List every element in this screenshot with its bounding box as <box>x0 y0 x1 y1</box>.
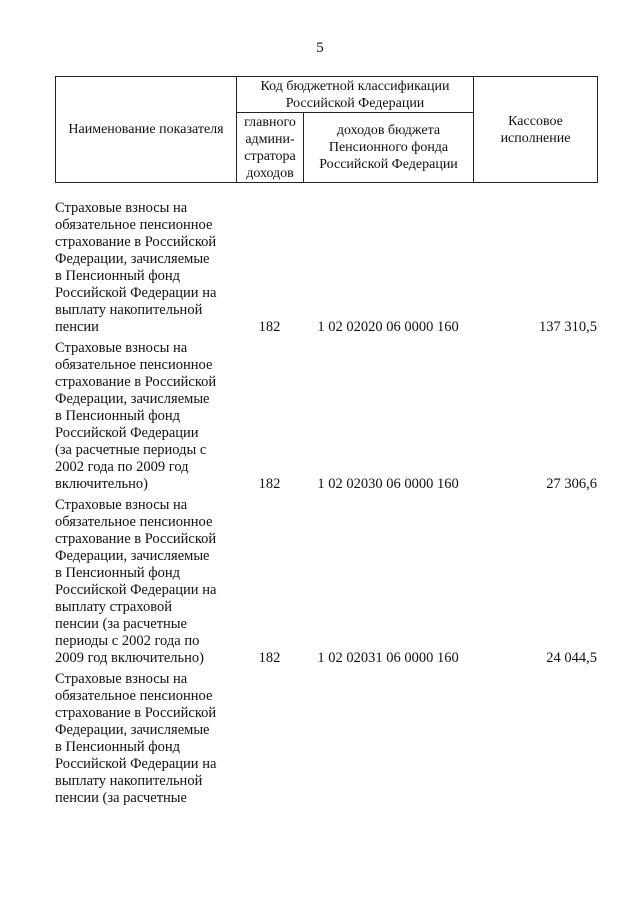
indicator-name-line: выплату страховой <box>55 599 173 615</box>
cash-amount: 24 044,5 <box>546 650 597 666</box>
income-code: 1 02 02020 06 0000 160 <box>317 319 459 335</box>
indicator-name-line: (за расчетные периоды с <box>55 442 207 458</box>
header-name-column: Наименование показателя <box>56 77 237 183</box>
indicator-name-line: Страховые взносы на <box>55 497 188 513</box>
indicator-name <box>55 667 236 807</box>
income-code: 1 02 02030 06 0000 160 <box>317 476 459 492</box>
cash-amount: 27 306,6 <box>546 476 597 492</box>
indicator-name-line: обязательное пенсионное <box>55 514 213 530</box>
indicator-name <box>55 336 236 493</box>
indicator-name-line: страхование в Российской <box>55 374 217 390</box>
cash-amount: 137 310,5 <box>539 319 597 335</box>
indicator-name-line: Страховые взносы на <box>55 671 188 687</box>
page-number: 5 <box>316 40 324 56</box>
indicator-name-line: пенсии (за расчетные <box>55 616 187 632</box>
indicator-name-line: Российской Федерации на <box>55 285 217 301</box>
table-row <box>55 196 597 336</box>
admin-code: 182 <box>258 319 281 335</box>
indicator-name-line: Федерации, зачисляемые <box>55 391 210 407</box>
indicator-name-line: обязательное пенсионное <box>55 688 213 704</box>
header-income-column: доходов бюджета Пенсионного фонда Российской Федерации <box>304 113 474 183</box>
indicator-name-line: Федерации, зачисляемые <box>55 251 210 267</box>
table-row <box>55 667 597 807</box>
indicator-name-line: страхование в Российской <box>55 705 217 721</box>
header-admin-column: главного админи-стратора доходов <box>237 113 304 183</box>
admin-code <box>236 667 303 807</box>
indicator-name-line: Страховые взносы на <box>55 200 188 216</box>
indicator-name-line: пенсии (за расчетные <box>55 790 187 806</box>
indicator-name-line: Страховые взносы на <box>55 340 188 356</box>
indicator-name-line: Федерации, зачисляемые <box>55 722 210 738</box>
header-cash-column: Кассовое исполнение <box>474 77 598 183</box>
table-row <box>55 493 597 667</box>
indicator-name-line: страхование в Российской <box>55 531 217 547</box>
indicator-name-line: Российской Федерации <box>55 425 199 441</box>
table-row <box>55 336 597 493</box>
table-header <box>55 76 598 183</box>
income-code: 1 02 02031 06 0000 160 <box>317 650 459 666</box>
indicator-name-line: выплату накопительной <box>55 302 203 318</box>
indicator-name-line: в Пенсионный фонд <box>55 408 181 424</box>
indicator-name-line: страхование в Российской <box>55 234 217 250</box>
indicator-name <box>55 493 236 667</box>
indicator-name-line: в Пенсионный фонд <box>55 739 181 755</box>
cash-amount <box>473 667 597 807</box>
indicator-name-line: в Пенсионный фонд <box>55 565 181 581</box>
indicator-name-line: выплату накопительной <box>55 773 203 789</box>
indicator-name-line: Российской Федерации на <box>55 582 217 598</box>
indicator-name-line: 2009 год включительно) <box>55 650 204 666</box>
indicator-name-line: периоды с 2002 года по <box>55 633 200 649</box>
admin-code: 182 <box>258 650 281 666</box>
data-table <box>55 196 597 807</box>
indicator-name-line: обязательное пенсионное <box>55 217 213 233</box>
indicator-name-line: 2002 года по 2009 год <box>55 459 189 475</box>
indicator-name-line: в Пенсионный фонд <box>55 268 181 284</box>
indicator-name-line: обязательное пенсионное <box>55 357 213 373</box>
indicator-name-line: Федерации, зачисляемые <box>55 548 210 564</box>
indicator-name <box>55 196 236 336</box>
indicator-name-line: включительно) <box>55 476 148 492</box>
header-kbk-group: Код бюджетной классификации Российской Федерации <box>237 77 474 113</box>
admin-code: 182 <box>258 476 281 492</box>
indicator-name-line: Российской Федерации на <box>55 756 217 772</box>
indicator-name-line: пенсии <box>55 319 99 335</box>
income-code <box>303 667 473 807</box>
